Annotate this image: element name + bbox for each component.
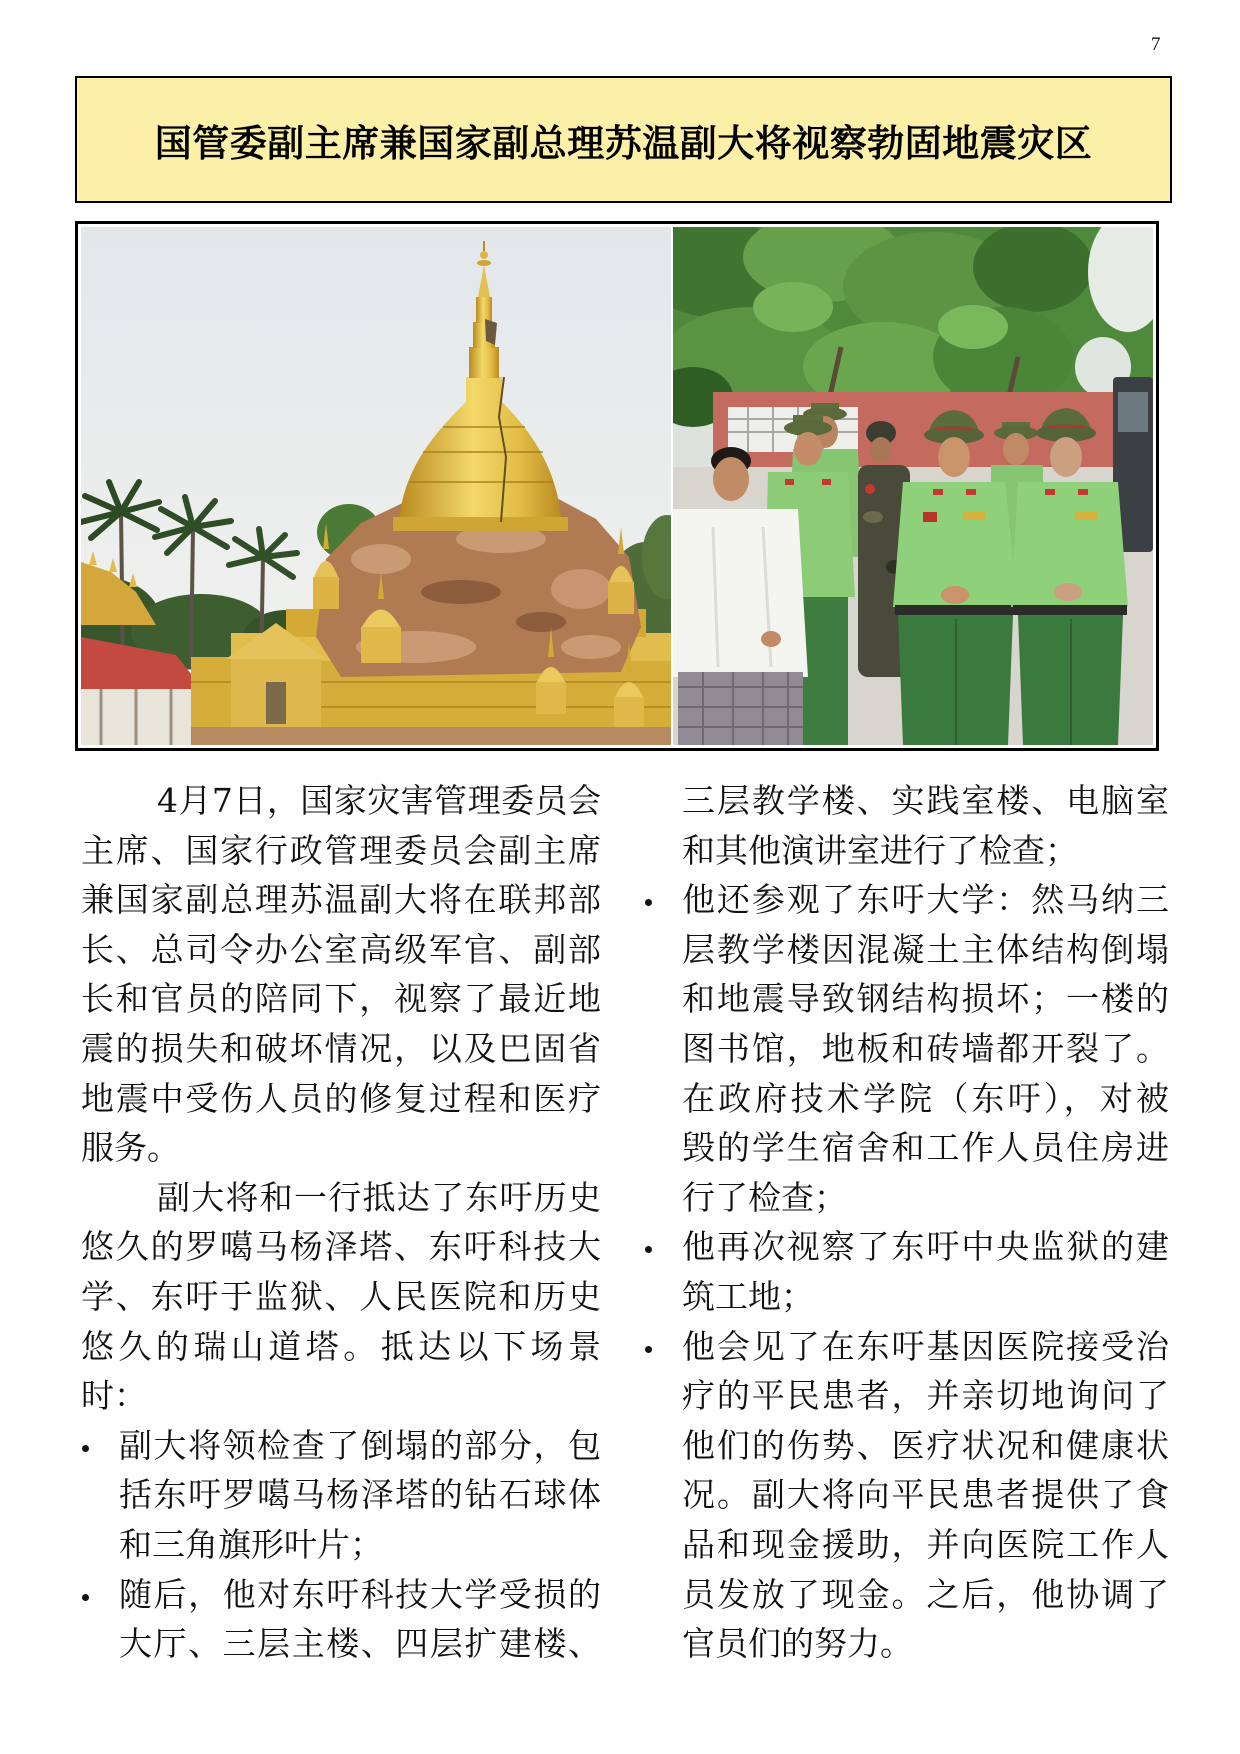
title-box [75,76,1172,203]
bullet-icon [82,1445,89,1452]
text-line: 他再次视察了东吁中央监狱的建 [682,1227,1169,1267]
page-title: 国管委副主席兼国家副总理苏温副大将视察勃固地震灾区 [154,121,1093,165]
text-line: 他还参观了东吁大学：然马纳三 [682,880,1169,920]
article-column-right [644,776,1169,1669]
text-line: 4月7日，国家灾害管理委员会 [157,781,601,820]
page-number: 7 [1151,34,1161,55]
text-line: 大厅、三层主楼、四层扩建楼、 [119,1624,601,1664]
text-line: 长和官员的陪同下，视察了最近地 [81,979,601,1019]
bullet-icon [645,1246,652,1253]
text-line: 官员们的努力。 [682,1624,913,1664]
text-line: 他会见了在东吁基因医院接受治 [682,1326,1169,1366]
text-line: 服务。 [81,1128,180,1168]
text-line: 和三角旗形叶片； [119,1524,383,1564]
text-line: 疗的平民患者，并亲切地询问了 [682,1376,1169,1416]
paragraph [81,776,601,1173]
paragraph [81,1173,601,1421]
text-line: 和地震导致钢结构损坏；一楼的 [682,979,1169,1019]
text-line: 和其他演讲室进行了检查； [682,830,1078,870]
text-line: 括东吁罗噶马杨泽塔的钻石球体 [119,1475,601,1515]
text-line: 主席、国家行政管理委员会副主席 [81,830,601,870]
text-line: 在政府技术学院（东吁），对被 [682,1078,1169,1118]
text-line: 品和现金援助，并向医院工作人 [682,1524,1169,1564]
article-column-left [81,776,601,1669]
text-line: 图书馆，地板和砖墙都开裂了。 [682,1028,1169,1068]
text-line: 时： [81,1376,147,1416]
text-line: 筑工地； [682,1276,814,1316]
bullet-icon [645,1346,652,1353]
text-line: 毁的学生宿舍和工作人员住房进 [682,1128,1169,1168]
bullet-item [644,875,1169,1222]
text-line: 员发放了现金。之后，他协调了 [682,1574,1169,1614]
text-line: 悠久的罗噶马杨泽塔、东吁科技大 [81,1227,601,1267]
text-line: 他们的伤势、医疗状况和健康状 [682,1425,1169,1465]
text-line: 三层教学楼、实践室楼、电脑室 [682,781,1169,820]
text-line: 悠久的瑞山道塔。抵达以下场景 [81,1326,601,1366]
bullet-item [644,1322,1169,1669]
officials-photo [673,227,1153,745]
text-line: 副大将和一行抵达了东吁历史 [157,1177,601,1217]
pagoda-photo [81,227,671,745]
bullet-item [81,1421,601,1570]
text-line: 副大将领检查了倒塌的部分，包 [119,1425,601,1465]
text-line: 地震中受伤人员的修复过程和医疗 [81,1078,601,1118]
bullet-item [81,1570,601,1669]
bullet-icon [645,899,652,906]
text-line: 震的损失和破坏情况，以及巴固省 [81,1028,601,1068]
bullet-item [644,1222,1169,1321]
text-line: 兼国家副总理苏温副大将在联邦部 [81,880,601,920]
photo-frame [75,221,1159,751]
bullet-icon [82,1594,89,1601]
text-line: 况。副大将向平民患者提供了食 [682,1475,1169,1515]
text-line: 学、东吁于监狱、人民医院和历史 [81,1276,601,1316]
text-line: 随后，他对东吁科技大学受损的 [119,1574,601,1614]
text-line: 行了检查； [682,1177,847,1217]
bullet-item-continued [644,776,1169,875]
text-line: 长、总司令办公室高级军官、副部 [81,929,601,969]
text-line: 层教学楼因混凝土主体结构倒塌 [682,929,1169,969]
